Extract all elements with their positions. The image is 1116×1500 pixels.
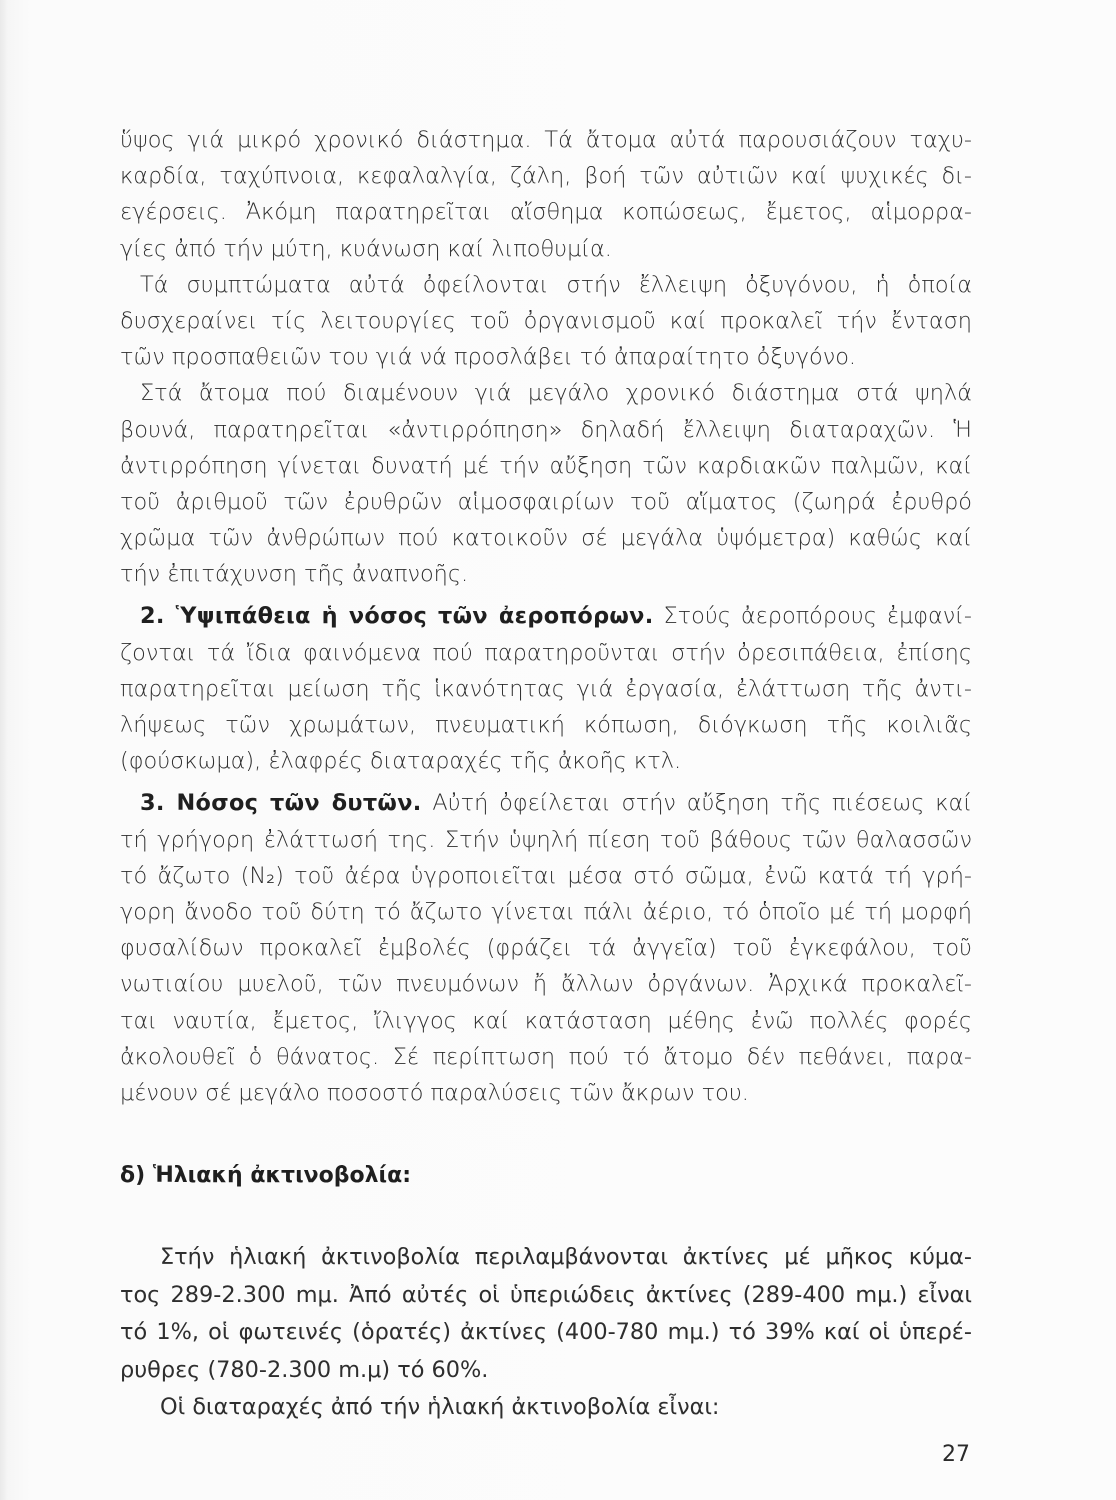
text-line: ἀντιρρόπηση γίνεται δυνατή μέ τήν αὔξηση τῶν καρδιακῶν παλμῶν, καί bbox=[120, 452, 972, 479]
text-line: εγέρσεις. Ἀκόμη παρατηρεῖται αἴσθημα κοπώσεως, ἔμετος, αἱμορρα- bbox=[120, 199, 972, 226]
text-line: λήψεως τῶν χρωμάτων, πνευματική κόπωση, διόγκωση τῆς κοιλιᾶς bbox=[120, 712, 972, 738]
text-line: δυσχεραίνει τίς λειτουργίες τοῦ ὀργανισμοῦ καί προκαλεῖ τήν ἔνταση bbox=[120, 307, 972, 334]
section-2-first-line bbox=[120, 598, 972, 634]
section-2-lead: Στούς ἀεροπόρους ἐμφανί- bbox=[663, 603, 972, 630]
text-line: φυσαλίδων προκαλεῖ ἐμβολές (φράζει τά ἀγγεῖα) τοῦ ἐγκεφάλου, τοῦ bbox=[120, 935, 972, 962]
body-text bbox=[120, 122, 972, 1111]
text-line: Οἱ διαταραχές ἀπό τήν ἡλιακή ἀκτινοβολία εἶναι: bbox=[160, 1394, 720, 1420]
page-number: 27 bbox=[942, 1442, 970, 1467]
text-line: καρδία, ταχύπνοια, κεφαλαλγία, ζάλη, βοή τῶν αὐτιῶν καί ψυχικές δι- bbox=[120, 163, 972, 190]
text-line: τό ἄζωτο (N₂) τοῦ ἀέρα ὑγροποιεῖται μέσα στό σῶμα, ἐνῶ κατά τή γρή- bbox=[120, 862, 972, 889]
text-line: τήν ἐπιτάχυνση τῆς ἀναπνοῆς. bbox=[120, 561, 469, 588]
text-line: τό 1%, οἱ φωτεινές (ὁρατές) ἀκτίνες (400-780 mμ.) τό 39% καί οἱ ὑπερέ- bbox=[120, 1319, 972, 1345]
text-line: ἀκολουθεῖ ὁ θάνατος. Σέ περίπτωση πού τό ἄτομο δέν πεθάνει, παρα- bbox=[120, 1043, 972, 1070]
section-2-title: 2. Ὑψιπάθεια ἡ νόσος τῶν ἀεροπόρων. bbox=[140, 603, 654, 630]
text-line: Στήν ἡλιακή ἀκτινοβολία περιλαμβάνονται ἀκτίνες μέ μῆκος κύμα- bbox=[160, 1244, 972, 1270]
text-line: βουνά, παρατηρεῖται «ἀντιρρόπηση» δηλαδή ἔλλειψη διαταραχῶν. Ἡ bbox=[120, 416, 972, 443]
text-line: Στά ἄτομα πού διαμένουν γιά μεγάλο χρονικό διάστημα στά ψηλά bbox=[140, 380, 972, 407]
text-line: τοῦ ἀριθμοῦ τῶν ἐρυθρῶν αἱμοσφαιρίων τοῦ αἵματος (ζωηρά ἐρυθρό bbox=[120, 488, 972, 515]
text-line: τος 289-2.300 mμ. Ἀπό αὐτές οἱ ὑπεριώδεις ἀκτίνες (289-400 mμ.) εἶναι bbox=[120, 1281, 972, 1308]
text-line: ὕψος γιά μικρό χρονικό διάστημα. Τά ἄτομα αὐτά παρουσιάζουν ταχυ- bbox=[120, 127, 972, 153]
body-text-2 bbox=[120, 1239, 972, 1427]
text-line: χρῶμα τῶν ἀνθρώπων πού κατοικοῦν σέ μεγάλα ὑψόμετρα) καθώς καί bbox=[120, 525, 972, 552]
text-line: ζονται τά ἴδια φαινόμενα πού παρατηροῦνται στήν ὀρεσιπάθεια, ἐπίσης bbox=[120, 639, 972, 666]
section-3-first-line bbox=[120, 785, 972, 821]
text-line: (φούσκωμα), ἐλαφρές διαταραχές τῆς ἀκοῆς κτλ. bbox=[120, 748, 682, 775]
text-line: γίες ἀπό τήν μύτη, κυάνωση καί λιποθυμία. bbox=[120, 235, 612, 262]
text-line: παρατηρεῖται μείωση τῆς ἱκανότητας γιά ἐργασία, ἐλάττωση τῆς ἀντι- bbox=[120, 675, 972, 702]
text-line: ται ναυτία, ἔμετος, ἴλιγγος καί κατάσταση μέθης ἐνῶ πολλές φορές bbox=[120, 1007, 972, 1034]
section-3-title: 3. Νόσος τῶν δυτῶν. bbox=[140, 790, 422, 817]
section-heading: δ) Ἡλιακή ἀκτινοβολία: bbox=[120, 1163, 412, 1188]
section-3-lead: Αὐτή ὀφείλεται στήν αὔξηση τῆς πιέσεως καί bbox=[432, 790, 972, 817]
text-line: τή γρήγορη ἐλάττωσή της. Στήν ὑψηλή πίεση τοῦ βάθους τῶν θαλασσῶν bbox=[120, 826, 972, 853]
text-line: τῶν προσπαθειῶν του γιά νά προσλάβει τό ἀπαραίτητο ὀξυγόνο. bbox=[120, 344, 857, 371]
text-line: ρυθρες (780-2.300 m.μ) τό 60%. bbox=[120, 1356, 489, 1383]
text-line: μένουν σέ μεγάλο ποσοστό παραλύσεις τῶν ἄκρων του. bbox=[120, 1079, 749, 1106]
text-line: γορη ἄνοδο τοῦ δύτη τό ἄζωτο γίνεται πάλι ἀέριο, τό ὁποῖο μέ τή μορφή bbox=[120, 898, 972, 925]
text-line: Τά συμπτώματα αὐτά ὀφείλονται στήν ἔλλειψη ὀξυγόνου, ἡ ὁποία bbox=[140, 271, 972, 298]
text-line: νωτιαίου μυελοῦ, τῶν πνευμόνων ἤ ἄλλων ὀργάνων. Ἀρχικά προκαλεῖ- bbox=[120, 971, 972, 998]
